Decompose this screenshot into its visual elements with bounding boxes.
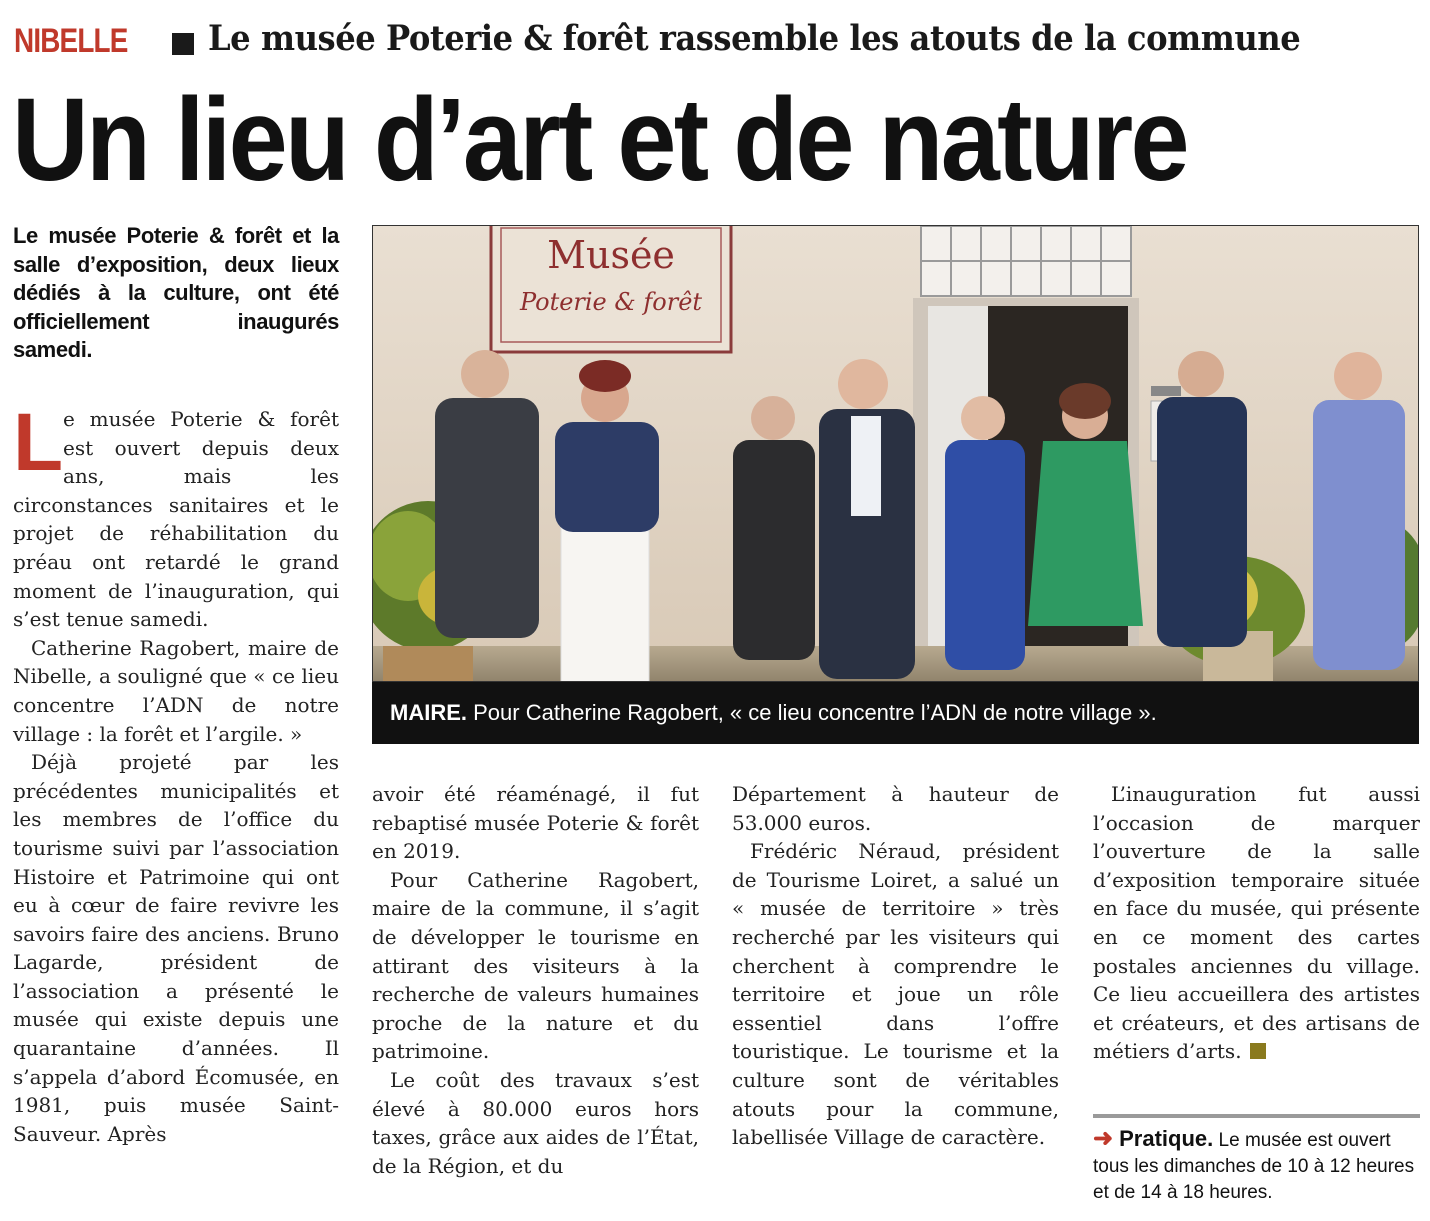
drop-cap: L bbox=[13, 397, 64, 488]
article-paragraph: avoir été réaménagé, il fut rebaptisé musée Poterie & forêt en 2019. bbox=[372, 782, 699, 864]
article-paragraph: Déjà projeté par les précédentes municipalités et les membres de l’office du tourisme suivi par l’association Histoire et Patrimoine qui ont eu à cœur de faire revivre les savoirs faire des anciens. Bruno Lagarde, président de l’association a présenté le musée qui existe depuis une quarantaine d’années. Il s’appela d’abord Écomusée, en 1981, puis musée Saint-Sauveur. Après bbox=[13, 750, 339, 1146]
kicker-subtitle: Le musée Poterie & forêt rassemble les atouts de la commune bbox=[208, 18, 1301, 59]
article-column-4 bbox=[1093, 780, 1420, 1066]
sign-title: Musée bbox=[547, 233, 675, 277]
pratique-label: Pratique. bbox=[1119, 1126, 1214, 1151]
paragraph-text: L’inauguration fut aussi l’occasion de marquer l’ouverture de la salle d’exposition temporaire située en face du musée, qui présente en ce moment des cartes postales anciennes du village. Ce lieu accueillera des artistes et créateurs, et des artisans de métiers d’arts. bbox=[1093, 782, 1420, 1064]
article-paragraph bbox=[1093, 780, 1420, 1066]
sign-subtitle: Poterie & forêt bbox=[519, 288, 703, 316]
arrow-right-icon: ➜ bbox=[1093, 1125, 1114, 1152]
location-label: NIBELLE bbox=[14, 22, 128, 60]
lead-paragraph: Le musée Poterie & forêt et la salle d’exposition, deux lieux dédiés à la culture, ont été officiellement inaugurés samedi. bbox=[13, 223, 339, 362]
photo-illustration bbox=[373, 226, 1419, 682]
paragraph-text: e musée Poterie & forêt est ouvert depuis deux ans, mais les circonstances sanitaires et le projet de réhabilitation du préau ont retardé le grand moment de l’inauguration, qui s’est tenue samedi. bbox=[13, 407, 339, 632]
article-column-2 bbox=[372, 780, 699, 1180]
article-column-1 bbox=[13, 397, 339, 1148]
article-photo bbox=[372, 225, 1419, 682]
pratique-box bbox=[1093, 1126, 1423, 1206]
article-paragraph: Département à hauteur de 53.000 euros. bbox=[732, 782, 1059, 835]
article-paragraph: Pour Catherine Ragobert, maire de la commune, il s’agit de développer le tourisme en attirant des visiteurs à la recherche de valeurs humaines proche de la nature et du patrimoine. bbox=[372, 867, 699, 1064]
article-paragraph: Frédéric Néraud, président de Tourisme Loiret, a salué un « musée de territoire » très recherché par les visiteurs qui cherchent à comprendre le territoire et joue un rôle essentiel dans l’offre touristique. Le tourisme et la culture sont de véritables atouts pour la commune, labellisée Village de caractère. bbox=[732, 839, 1059, 1150]
article-paragraph bbox=[13, 397, 339, 634]
photo-caption bbox=[372, 682, 1419, 744]
pratique-rule bbox=[1093, 1114, 1420, 1118]
caption-text: Pour Catherine Ragobert, « ce lieu concentre l’ADN de notre village ». bbox=[467, 700, 1157, 725]
pratique-text: Le musée est ouvert tous les dimanches de 10 à 12 heures et de 14 à 18 heures. bbox=[1093, 1130, 1415, 1203]
article-paragraph: Catherine Ragobert, maire de Nibelle, a souligné que « ce lieu concentre l’ADN de notre village : la forêt et l’argile. » bbox=[13, 635, 339, 746]
caption-label: MAIRE. bbox=[390, 700, 467, 725]
headline: Un lieu d’art et de nature bbox=[12, 74, 1187, 206]
article-paragraph: Le coût des travaux s’est élevé à 80.000 euros hors taxes, grâce aux aides de l’État, de la Région, et du bbox=[372, 1067, 699, 1178]
separator-square bbox=[172, 33, 194, 55]
article-column-3 bbox=[732, 780, 1059, 1152]
kicker bbox=[14, 16, 1424, 68]
end-mark-square bbox=[1250, 1043, 1266, 1059]
